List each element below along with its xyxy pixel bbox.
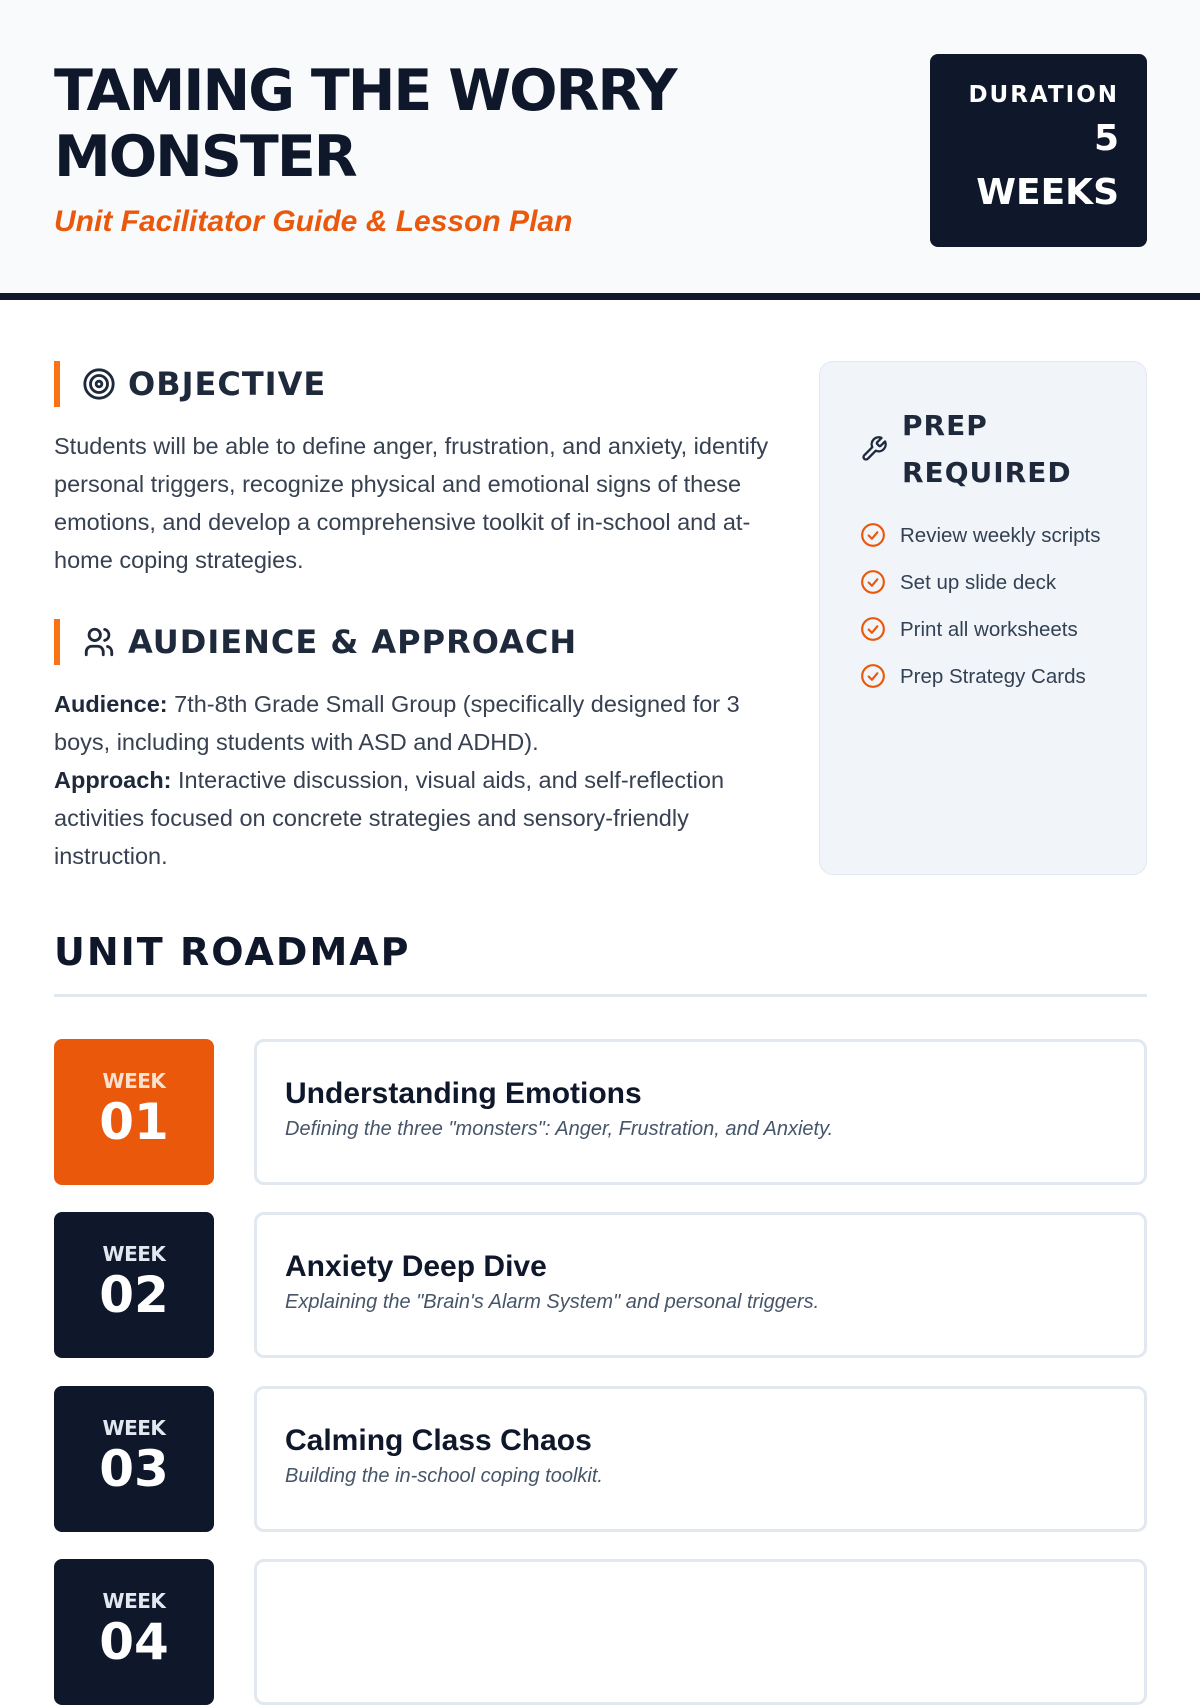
approach-label: Approach: [54, 767, 172, 793]
prep-item-label: Prep Strategy Cards [900, 665, 1086, 688]
target-icon [82, 367, 116, 401]
prep-title: PREP REQUIRED [902, 409, 1072, 489]
week-description: Explaining the "Brain's Alarm System" and personal triggers. [285, 1291, 820, 1313]
week-row [54, 1039, 1147, 1185]
week-badge [54, 1559, 214, 1705]
week-number: 02 [99, 1266, 169, 1324]
approach-text [54, 761, 779, 875]
check-circle-icon [860, 522, 886, 548]
week-badge [54, 1039, 214, 1185]
week-title: Calming Class Chaos [285, 1424, 592, 1457]
week-description: Building the in-school coping toolkit. [285, 1465, 603, 1487]
week-card [254, 1386, 1147, 1532]
prep-item [860, 569, 1120, 596]
week-card [254, 1559, 1147, 1705]
week-label: WEEK [102, 1069, 166, 1093]
week-number: 03 [99, 1440, 169, 1498]
roadmap-title: UNIT ROADMAP [54, 930, 411, 974]
prep-item [860, 616, 1120, 643]
week-row [54, 1212, 1147, 1358]
week-row [54, 1559, 1147, 1705]
prep-item [860, 522, 1120, 549]
prep-item-label: Set up slide deck [900, 571, 1057, 594]
audience-value: 7th-8th Grade Small Group (specifically designed for 3 boys, including students with ASD and ADHD). [54, 691, 740, 755]
prep-panel [819, 361, 1147, 875]
users-icon [82, 625, 116, 659]
approach-value: Interactive discussion, visual aids, and self-reflection activities focused on concrete strategies and sensory-friendly instruction. [54, 767, 725, 869]
prep-item-label: Print all worksheets [900, 618, 1078, 641]
week-card [254, 1039, 1147, 1185]
prep-item [860, 663, 1120, 690]
check-circle-icon [860, 569, 886, 595]
prep-item-label: Review weekly scripts [900, 524, 1101, 547]
week-row [54, 1386, 1147, 1532]
week-title: Understanding Emotions [285, 1077, 642, 1110]
week-label: WEEK [102, 1242, 166, 1266]
objective-heading [54, 361, 326, 407]
week-number: 01 [99, 1093, 169, 1151]
roadmap-divider [54, 994, 1147, 997]
objective-text: Students will be able to define anger, frustration, and anxiety, identify personal triggers, recognize physical and emotional signs of these emotions, and develop a comprehensive toolkit of in-school and at-home coping strategies. [54, 433, 769, 573]
wrench-icon [860, 435, 888, 463]
week-number: 04 [99, 1613, 169, 1671]
week-badge [54, 1212, 214, 1358]
week-card [254, 1212, 1147, 1358]
duration-label: DURATION [968, 82, 1119, 108]
page-header [0, 0, 1200, 300]
prep-heading [860, 402, 1102, 496]
check-circle-icon [860, 663, 886, 689]
duration-value: 5 WEEKS [976, 118, 1119, 213]
audience-heading [54, 619, 577, 665]
duration-badge [930, 54, 1147, 247]
audience-label: Audience: [54, 691, 168, 717]
audience-text [54, 685, 779, 761]
week-label: WEEK [102, 1589, 166, 1613]
week-title: Anxiety Deep Dive [285, 1250, 547, 1283]
prep-list [860, 522, 1120, 710]
week-description: Defining the three "monsters": Anger, Frustration, and Anxiety. [285, 1118, 834, 1140]
week-badge [54, 1386, 214, 1532]
page-title: TAMING THE WORRY MONSTER [54, 58, 676, 190]
objective-heading-label: OBJECTIVE [128, 365, 327, 403]
check-circle-icon [860, 616, 886, 642]
week-label: WEEK [102, 1416, 166, 1440]
audience-heading-label: AUDIENCE & APPROACH [128, 623, 578, 661]
page-subtitle: Unit Facilitator Guide & Lesson Plan [54, 205, 573, 238]
